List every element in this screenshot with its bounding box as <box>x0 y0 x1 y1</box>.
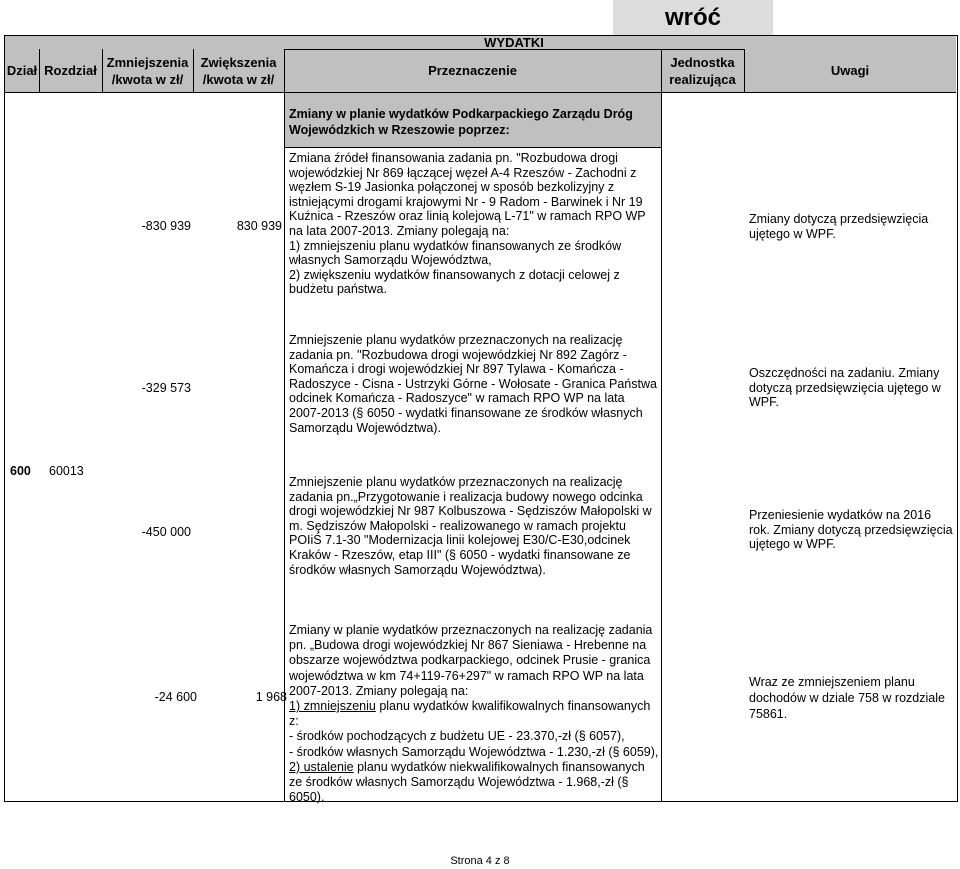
column-header-remarks: Uwagi <box>830 63 870 78</box>
back-button[interactable]: wróć <box>613 0 773 35</box>
column-header-dzial: Dział <box>6 63 38 78</box>
row1-purpose <box>289 151 659 297</box>
row4-remarks: Wraz ze zmniejszeniem planu dochodów w dziale 758 w rozdziale 75861. <box>749 675 945 721</box>
dzial-value: 600 <box>10 464 31 478</box>
expenditure-table <box>4 35 958 805</box>
row4-purpose <box>289 623 659 805</box>
row3-decrease: -450 000 <box>141 525 191 539</box>
column-header-decrease: Zmniejszenia /kwota w zł/ <box>106 54 189 87</box>
row4-item1-line2: - środków własnych Samorządu Województwa - 1.230,-zł (§ 6059), <box>289 744 659 759</box>
column-header-unit: Jednostka realizująca <box>669 54 736 87</box>
row4-purpose-text: Zmiany w planie wydatków przeznaczonych na realizację zadania pn. „Budowa drogi wojewódzkiej Nr 867 Sieniawa - Hrebenne na obszarze województwa podkarpackiego, odcinek Prusie - granica województwa w km 74+119-76+297" w ramach RPO WP na lata 2007-2013. Zmiany polegają na: <box>289 623 653 698</box>
row1-purpose-text: Zmiana źródeł finansowania zadania pn. "Rozbudowa drogi wojewódzkiej Nr 869 łączącej węzeł A-4 Rzeszów - Zachodni z węzłem S-19 Jasionka połączonej w sposób bezkolizyjny z istniejącymi drogami krajowymi Nr - 9 Radom - Barwinek i Nr 19 Kuźnica - Rzeszów oraz linią kolejową L-71" w ramach RPO WP na lata 2007-2013. Zmiany polegają na: <box>289 151 646 238</box>
row4-item1-rest: planu wydatków kwalifikowalnych finansowanych z: <box>289 699 651 729</box>
row4-item2-label: 2) ustalenie <box>289 759 354 774</box>
header-group-title: WYDATKI <box>484 35 544 50</box>
row1-decrease: -830 939 <box>141 219 191 233</box>
column-header-purpose: Przeznaczenie <box>428 63 517 78</box>
column-header-increase: Zwiększenia /kwota w zł/ <box>200 54 277 87</box>
page-number: Strona 4 z 8 <box>450 855 510 867</box>
rozdzial-value: 60013 <box>49 464 84 478</box>
row3-purpose: Zmniejszenie planu wydatków przeznaczonych na realizację zadania pn.„Przygotowanie i realizacja budowy nowego odcinka drogi wojewódzkiej Nr 987 Kolbuszowa - Sędziszów Małopolski w m. Sędziszów Małopolski - realizowanego w ramach projektu POIiŚ 7.1-30 "Modernizacja linii kolejowej E30/C-E30,odcinek Kraków - Rzeszów, etap III" (§ 6050 - wydatki finansowane ze środków własnych Samorządu Województwa). <box>289 475 652 577</box>
row4-item1-label: 1) zmniejszeniu <box>289 699 376 714</box>
section-title: Zmiany w planie wydatków Podkarpackiego Zarządu Dróg Wojewódzkich w Rzeszowie poprzez: <box>289 107 633 137</box>
row1-purpose-item1: 1) zmniejszeniu planu wydatków finansowanych ze środków własnych Samorządu Województwa, <box>289 238 622 268</box>
row4-item2-rest: planu wydatków niekwalifikowalnych finansowanych ze środków własnych Samorządu Województwa - 1.968,-zł (§ 6050). <box>289 759 645 805</box>
row1-remarks: Zmiany dotyczą przedsięwzięcia ujętego w WPF. <box>749 212 929 241</box>
row2-remarks: Oszczędności na zadaniu. Zmiany dotyczą przedsięwzięcia ujętego w WPF. <box>749 366 941 410</box>
row4-item1-line1: - środków pochodzących z budżetu UE - 23.370,-zł (§ 6057), <box>289 729 625 744</box>
row3-remarks: Przeniesienie wydatków na 2016 rok. Zmiany dotyczą przedsięwzięcia ujętego w WPF. <box>749 508 953 552</box>
row1-increase: 830 939 <box>236 219 282 233</box>
row2-purpose: Zmniejszenie planu wydatków przeznaczonych na realizację zadania pn. "Rozbudowa drogi wojewódzkiej Nr 892 Zagórz - Komańcza i drogi wojewódzkiej Nr 897 Tylawa - Komańcza - Radoszyce - Cisna - Ustrzyki Górne - Wołosate - Granica Państwa odcinek Komańcza - Radoszyce" w ramach RPO WP na lata 2007-2013 (§ 6050 - wydatki finansowane ze środków własnych Samorządu Województwa). <box>289 333 657 435</box>
row2-decrease: -329 573 <box>141 381 191 395</box>
row4-increase: 1 968 <box>255 690 287 704</box>
row4-decrease: -24 600 <box>154 690 197 704</box>
column-header-rozdzial: Rozdział <box>44 63 97 78</box>
row1-purpose-item2: 2) zwiększeniu wydatków finansowanych z dotacji celowej z budżetu państwa. <box>289 267 620 297</box>
